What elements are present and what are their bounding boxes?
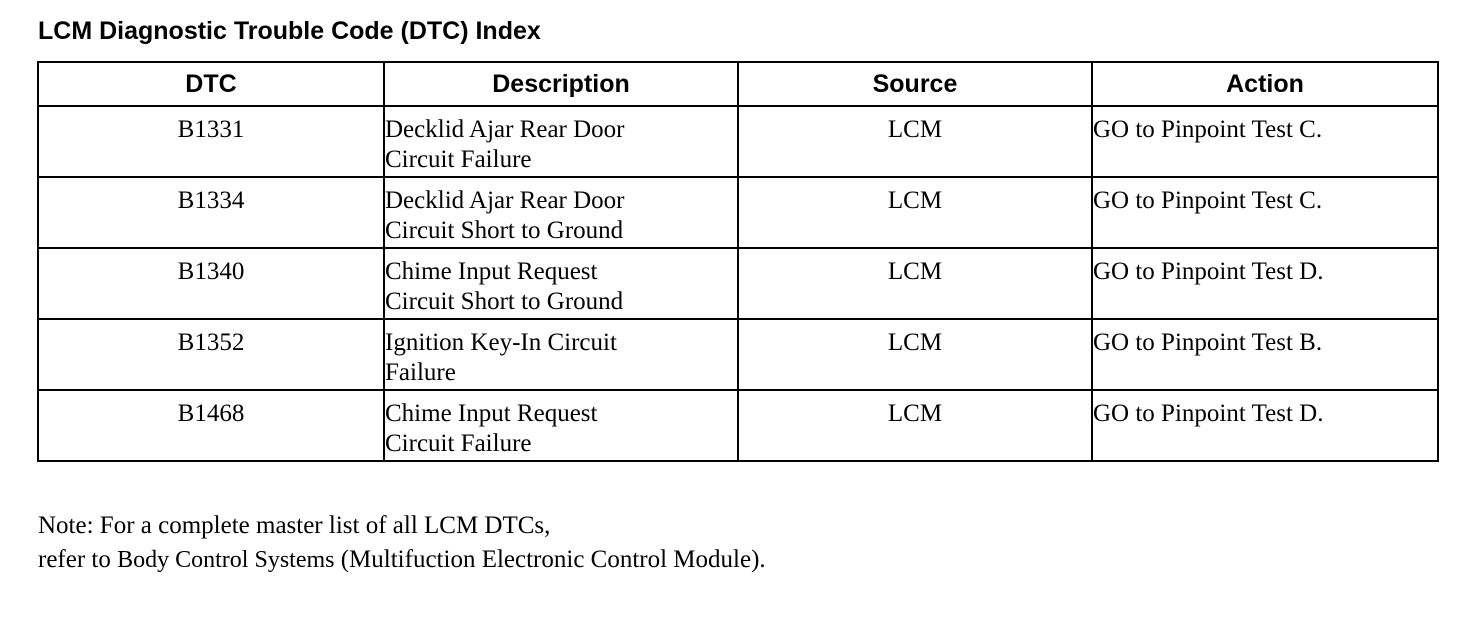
dtc-index-table: [37, 61, 1439, 462]
dtc-action: GO to Pinpoint Test B.: [1092, 319, 1438, 390]
description-line: Decklid Ajar Rear Door: [385, 187, 625, 214]
header-action: Action: [1092, 62, 1438, 106]
dtc-source: LCM: [738, 106, 1092, 177]
note-module-text: (Multifuction Electronic Control Module).: [340, 546, 766, 573]
note-refer-text: refer to: [38, 546, 111, 573]
table-header-row: [38, 62, 1438, 106]
dtc-action: GO to Pinpoint Test C.: [1092, 177, 1438, 248]
description-line: Circuit Failure: [385, 146, 532, 173]
table-row: [38, 177, 1438, 248]
header-dtc: DTC: [38, 62, 384, 106]
dtc-description: [384, 319, 738, 390]
description-line: Chime Input Request: [385, 258, 598, 285]
dtc-source: LCM: [738, 177, 1092, 248]
dtc-action: GO to Pinpoint Test C.: [1092, 106, 1438, 177]
description-line: Decklid Ajar Rear Door: [385, 116, 625, 143]
dtc-action: GO to Pinpoint Test D.: [1092, 390, 1438, 461]
table-row: [38, 390, 1438, 461]
dtc-code: B1468: [38, 390, 384, 461]
dtc-description: [384, 177, 738, 248]
dtc-code: B1331: [38, 106, 384, 177]
note: [38, 509, 766, 577]
description-line: Ignition Key-In Circuit: [385, 329, 617, 356]
table-row: [38, 106, 1438, 177]
dtc-description: [384, 106, 738, 177]
dtc-action: GO to Pinpoint Test D.: [1092, 248, 1438, 319]
note-line-2: [38, 543, 766, 577]
table-row: [38, 319, 1438, 390]
dtc-source: LCM: [738, 390, 1092, 461]
body-control-systems-link[interactable]: Body Control Systems: [117, 547, 335, 573]
dtc-source: LCM: [738, 248, 1092, 319]
table-row: [38, 248, 1438, 319]
dtc-code: B1334: [38, 177, 384, 248]
description-line: Circuit Short to Ground: [385, 217, 624, 244]
header-description: Description: [384, 62, 738, 106]
dtc-code: B1340: [38, 248, 384, 319]
note-line-1: Note: For a complete master list of all LCM DTCs,: [38, 512, 551, 539]
header-source: Source: [738, 62, 1092, 106]
description-line: Chime Input Request: [385, 400, 598, 427]
dtc-description: [384, 390, 738, 461]
description-line: Circuit Failure: [385, 430, 532, 457]
description-line: Failure: [385, 359, 456, 386]
dtc-code: B1352: [38, 319, 384, 390]
dtc-source: LCM: [738, 319, 1092, 390]
description-line: Circuit Short to Ground: [385, 288, 624, 315]
page-title: LCM Diagnostic Trouble Code (DTC) Index: [38, 17, 541, 45]
dtc-description: [384, 248, 738, 319]
